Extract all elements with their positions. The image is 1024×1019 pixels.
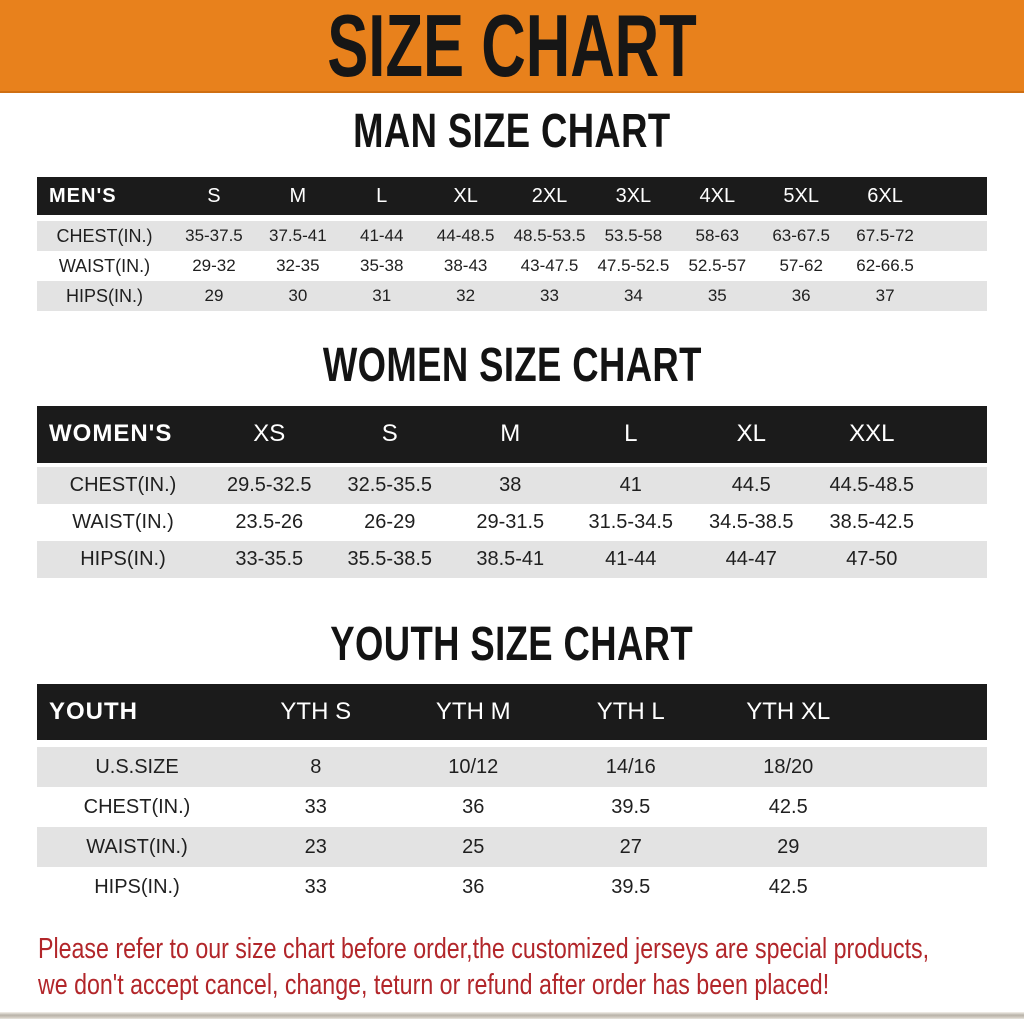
- row-label: U.S.SIZE: [95, 755, 179, 778]
- table-row: [37, 504, 987, 541]
- size-value-cell: 47.5-52.5: [597, 256, 670, 276]
- size-value-cell: 34.5-38.5: [708, 510, 794, 533]
- size-value-cell: 29.5-32.5: [226, 473, 312, 496]
- size-column-header: M: [500, 420, 521, 448]
- size-value-cell: 36: [462, 795, 485, 818]
- table-header-row: [37, 177, 987, 215]
- size-column-header: YTH S: [280, 698, 352, 726]
- size-value-cell: 33: [304, 795, 327, 818]
- row-label: CHEST(IN.): [69, 473, 177, 496]
- size-column-header: L: [376, 184, 388, 207]
- size-value-cell: 38.5-41: [476, 547, 545, 570]
- size-value-cell: 31: [372, 286, 392, 306]
- page-title: SIZE CHART: [327, 0, 697, 95]
- size-value-cell: 25: [462, 835, 485, 858]
- size-column-header: XXL: [849, 420, 895, 448]
- size-value-cell: 38: [499, 473, 522, 496]
- size-value-cell: 36: [791, 286, 811, 306]
- size-column-header: M: [289, 184, 307, 207]
- size-value-cell: 35-37.5: [185, 226, 243, 246]
- size-value-cell: 23: [304, 835, 327, 858]
- bottom-edge-divider: [0, 1012, 1024, 1019]
- man-size-chart-title: MAN SIZE CHART: [353, 105, 671, 158]
- size-value-cell: 44.5: [731, 473, 771, 496]
- size-value-cell: 36: [462, 875, 485, 898]
- table-header-row: [37, 406, 987, 463]
- size-value-cell: 29: [204, 286, 224, 306]
- disclaimer-line-1: Please refer to our size chart before order,the customized jerseys are special products,: [38, 933, 930, 966]
- men-size-table: [37, 177, 987, 311]
- table-row: [37, 541, 987, 578]
- size-value-cell: 44-47: [725, 547, 777, 570]
- size-value-cell: 37: [875, 286, 895, 306]
- size-value-cell: 27: [619, 835, 642, 858]
- size-value-cell: 10/12: [448, 755, 499, 778]
- size-column-header: S: [381, 420, 398, 448]
- size-value-cell: 37.5-41: [269, 226, 327, 246]
- row-label: WAIST(IN.): [58, 255, 151, 276]
- size-value-cell: 33: [540, 286, 559, 306]
- table-row: [37, 281, 987, 311]
- size-value-cell: 31.5-34.5: [588, 510, 673, 533]
- size-column-header: 5XL: [783, 184, 819, 207]
- table-body: [37, 467, 987, 578]
- size-value-cell: 44-48.5: [436, 226, 495, 246]
- table-body: [37, 221, 987, 311]
- size-column-header: S: [207, 184, 221, 207]
- size-value-cell: 23.5-26: [235, 510, 304, 533]
- size-value-cell: 43-47.5: [520, 256, 579, 276]
- table-row: [37, 251, 987, 281]
- size-column-header: 4XL: [699, 184, 736, 207]
- order-disclaimer: [38, 931, 1024, 1003]
- size-value-cell: 53.5-58: [604, 226, 663, 246]
- size-value-cell: 30: [288, 286, 308, 306]
- size-chart-banner: [0, 0, 1024, 93]
- table-row: [37, 747, 987, 787]
- row-label: HIPS(IN.): [65, 285, 143, 306]
- size-value-cell: 29-31.5: [476, 510, 545, 533]
- table-group-label: WOMEN'S: [49, 420, 173, 448]
- size-column-header: XS: [253, 420, 286, 448]
- size-value-cell: 38-43: [443, 256, 488, 276]
- size-value-cell: 47-50: [846, 547, 898, 570]
- size-value-cell: 57-62: [779, 256, 823, 276]
- size-column-header: YTH M: [435, 698, 511, 726]
- size-value-cell: 38.5-42.5: [829, 510, 914, 533]
- size-value-cell: 39.5: [611, 795, 651, 818]
- table-header-row: [37, 684, 987, 740]
- size-value-cell: 18/20: [763, 755, 814, 778]
- size-value-cell: 41: [619, 473, 642, 496]
- size-value-cell: 44.5-48.5: [829, 473, 914, 496]
- size-value-cell: 33-35.5: [235, 547, 304, 570]
- size-value-cell: 52.5-57: [688, 256, 747, 276]
- size-value-cell: 32-35: [276, 256, 320, 276]
- size-value-cell: 62-66.5: [856, 256, 914, 276]
- size-value-cell: 41-44: [359, 226, 404, 246]
- size-column-header: XL: [736, 420, 766, 448]
- table-row: [37, 467, 987, 504]
- size-value-cell: 14/16: [605, 755, 656, 778]
- size-column-header: L: [624, 420, 638, 448]
- row-label: CHEST(IN.): [56, 225, 153, 246]
- size-value-cell: 39.5: [611, 875, 651, 898]
- size-value-cell: 41-44: [605, 547, 657, 570]
- size-value-cell: 67.5-72: [856, 226, 914, 246]
- size-value-cell: 35: [707, 286, 727, 306]
- table-group-label: YOUTH: [49, 698, 138, 726]
- table-row: [37, 827, 987, 867]
- size-column-header: 3XL: [615, 184, 652, 207]
- youth-size-table: [37, 684, 987, 907]
- size-value-cell: 32: [456, 286, 476, 306]
- row-label: HIPS(IN.): [94, 875, 180, 898]
- women-size-chart-title: WOMEN SIZE CHART: [322, 339, 702, 393]
- size-value-cell: 34: [623, 286, 643, 306]
- size-column-header: 6XL: [867, 184, 903, 207]
- size-value-cell: 48.5-53.5: [513, 226, 586, 246]
- size-value-cell: 63-67.5: [772, 226, 831, 246]
- size-value-cell: 42.5: [768, 875, 808, 898]
- row-label: WAIST(IN.): [72, 510, 174, 533]
- youth-size-chart-title: YOUTH SIZE CHART: [330, 617, 694, 671]
- table-group-label: MEN'S: [49, 184, 117, 207]
- size-value-cell: 42.5: [768, 795, 808, 818]
- size-column-header: XL: [453, 184, 478, 207]
- women-size-table: [37, 406, 987, 578]
- size-value-cell: 32.5-35.5: [347, 473, 432, 496]
- size-column-header: YTH XL: [746, 698, 831, 726]
- row-label: HIPS(IN.): [80, 547, 166, 570]
- disclaimer-line-2: we don't accept cancel, change, teturn or refund after order has been placed!: [38, 969, 830, 1002]
- table-row: [37, 787, 987, 827]
- table-row: [37, 867, 987, 907]
- table-body: [37, 747, 987, 907]
- size-value-cell: 33: [304, 875, 327, 898]
- row-label: CHEST(IN.): [83, 795, 191, 818]
- size-column-header: 2XL: [531, 184, 568, 207]
- table-row: [37, 221, 987, 251]
- size-value-cell: 58-63: [695, 226, 740, 246]
- size-value-cell: 8: [310, 755, 322, 778]
- size-value-cell: 29: [777, 835, 800, 858]
- size-column-header: YTH L: [596, 698, 665, 726]
- row-label: WAIST(IN.): [86, 835, 188, 858]
- size-value-cell: 35-38: [359, 256, 404, 276]
- size-value-cell: 35.5-38.5: [347, 547, 432, 570]
- size-value-cell: 26-29: [364, 510, 416, 533]
- size-value-cell: 29-32: [192, 256, 236, 276]
